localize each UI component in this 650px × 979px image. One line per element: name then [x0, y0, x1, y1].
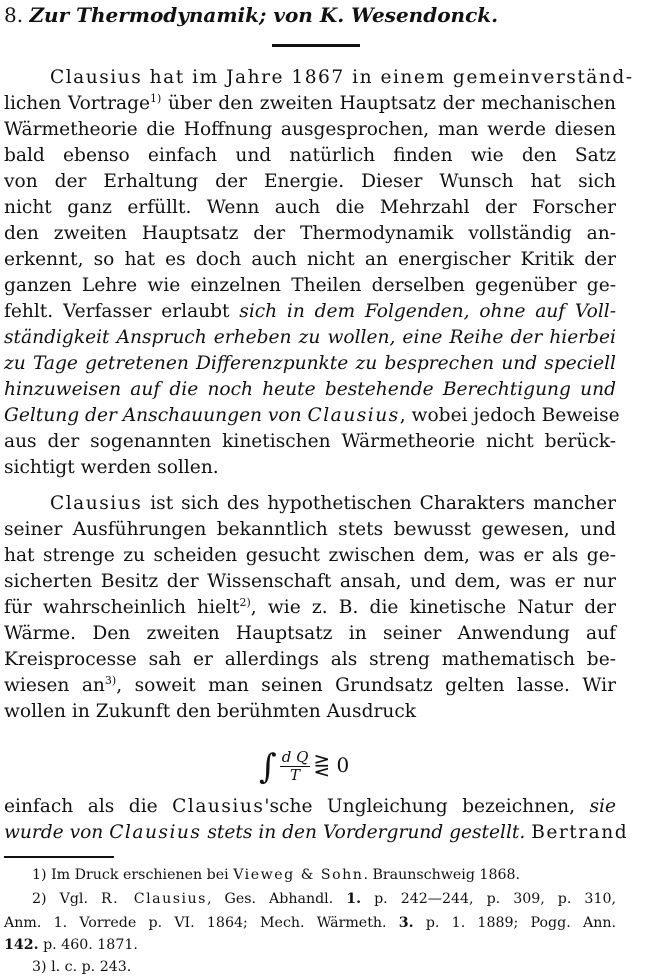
body-line: aus der sogenannten kinetischen Wärmetheorie nicht berück- [4, 431, 616, 452]
body-line: seiner Ausführungen bekanntlich stets bewusst gewesen, und [4, 519, 616, 540]
footnote-2: 2) Vgl. R. Clausius, Ges. Abhandl. 1. p. 242—244, p. 309, p. 310, [32, 891, 617, 907]
footnote-divider [4, 856, 114, 858]
title-divider [272, 44, 360, 47]
body-line: erkennt, so hat es doch auch nicht an energischer Kritik der [4, 249, 616, 270]
body-line: Geltung der Anschauungen von Clausius, wobei jedoch Beweise [4, 405, 620, 426]
body-line: hat strenge zu scheiden gesucht zwischen dem, was er als ge- [4, 545, 616, 566]
body-line: den zweiten Hauptsatz der Thermodynamik vollständig an- [4, 223, 616, 244]
body-line: Wärmetheorie die Hoffnung ausgesprochen, man werde diesen [4, 119, 616, 140]
fraction [280, 749, 311, 784]
article-heading [4, 2, 616, 28]
footnote-2-end: 142. p. 460. 1871. [4, 937, 138, 953]
footnote-ref-1: 1) [150, 92, 162, 105]
body-line: ständigkeit Anspruch erheben zu wollen, eine Reihe der hierbei [4, 327, 616, 348]
body-line: Wärme. Den zweiten Hauptsatz in seiner Anwendung auf [4, 623, 616, 644]
author-name: Clausius [109, 822, 202, 843]
clausius-inequality-formula [259, 745, 349, 785]
body-line: Clausius ist sich des hypothetischen Charakters mancher [50, 493, 616, 514]
integral-sign: ∫ [259, 747, 277, 787]
author-name: Clausius [307, 405, 400, 426]
body-line: für wahrscheinlich hielt$^{2)}$, wie z. B. die kinetische Natur der [4, 596, 616, 618]
footnote-1: 1) Im Druck erschienen bei Vieweg & Sohn. Braunschweig 1868. [32, 867, 521, 883]
body-line: wollen in Zukunft den berühmten Ausdruck [4, 701, 417, 722]
body-line: von der Erhaltung der Energie. Dieser Wunsch hat sich [4, 171, 616, 192]
body-line: lichen Vortrage$^{1)}$ über den zweiten Hauptsatz der mechanischen [4, 92, 616, 114]
footnote-ref-2: 2) [239, 596, 251, 609]
article-number: 8. [4, 3, 24, 27]
body-line: ganzen Lehre wie einzelnen Theilen derselben gegenüber ge- [4, 275, 616, 296]
body-line: Kreisprocesse sah er allerdings als streng mathematisch be- [4, 649, 616, 670]
footnote-2-continued: Anm. 1. Vorrede p. VI. 1864; Mech. Wärmeth. 3. p. 1. 1889; Pogg. Ann. [4, 915, 616, 931]
body-line: wurde von Clausius stets in den Vordergrund gestellt. Bertrand [4, 822, 629, 843]
author-name: Clausius [172, 796, 265, 817]
body-line: hinzuweisen auf die noch heute bestehende Berechtigung und [4, 379, 616, 400]
body-line: zu Tage getretenen Differenzpunkte zu besprechen und speciell [4, 353, 616, 374]
body-line: wiesen $an^{3)}$, soweit man seinen Grundsatz gelten lasse. Wir [4, 674, 617, 696]
body-line: nicht ganz erfüllt. Wenn auch die Mehrzahl der Forscher [4, 197, 616, 218]
footnote-3: 3) l. c. p. 243. [32, 959, 132, 975]
body-line: Clausius hat im Jahre 1867 in einem gemeinverständ- [50, 67, 634, 88]
body-line: einfach als die Clausius'sche Ungleichung bezeichnen, sie [4, 796, 616, 817]
body-line: sicherten Besitz der Wissenschaft ansah, und dem, was er nur [4, 571, 616, 592]
author-name: Clausius [50, 493, 143, 514]
footnote-ref-3: 3) [104, 674, 117, 687]
body-line: fehlt. Verfasser erlaubt sich in dem Folgenden, ohne auf Voll- [4, 301, 616, 322]
fraction-denominator: T [290, 766, 301, 784]
body-line: sichtigt werden sollen. [4, 457, 219, 478]
formula-relation: ⋛ 0 [313, 753, 350, 777]
fraction-numerator: d Q [281, 748, 309, 766]
body-line: bald ebenso einfach und natürlich finden wie den Satz [4, 145, 616, 166]
article-title: Zur Thermodynamik; von K. Wesendonck. [29, 3, 499, 27]
